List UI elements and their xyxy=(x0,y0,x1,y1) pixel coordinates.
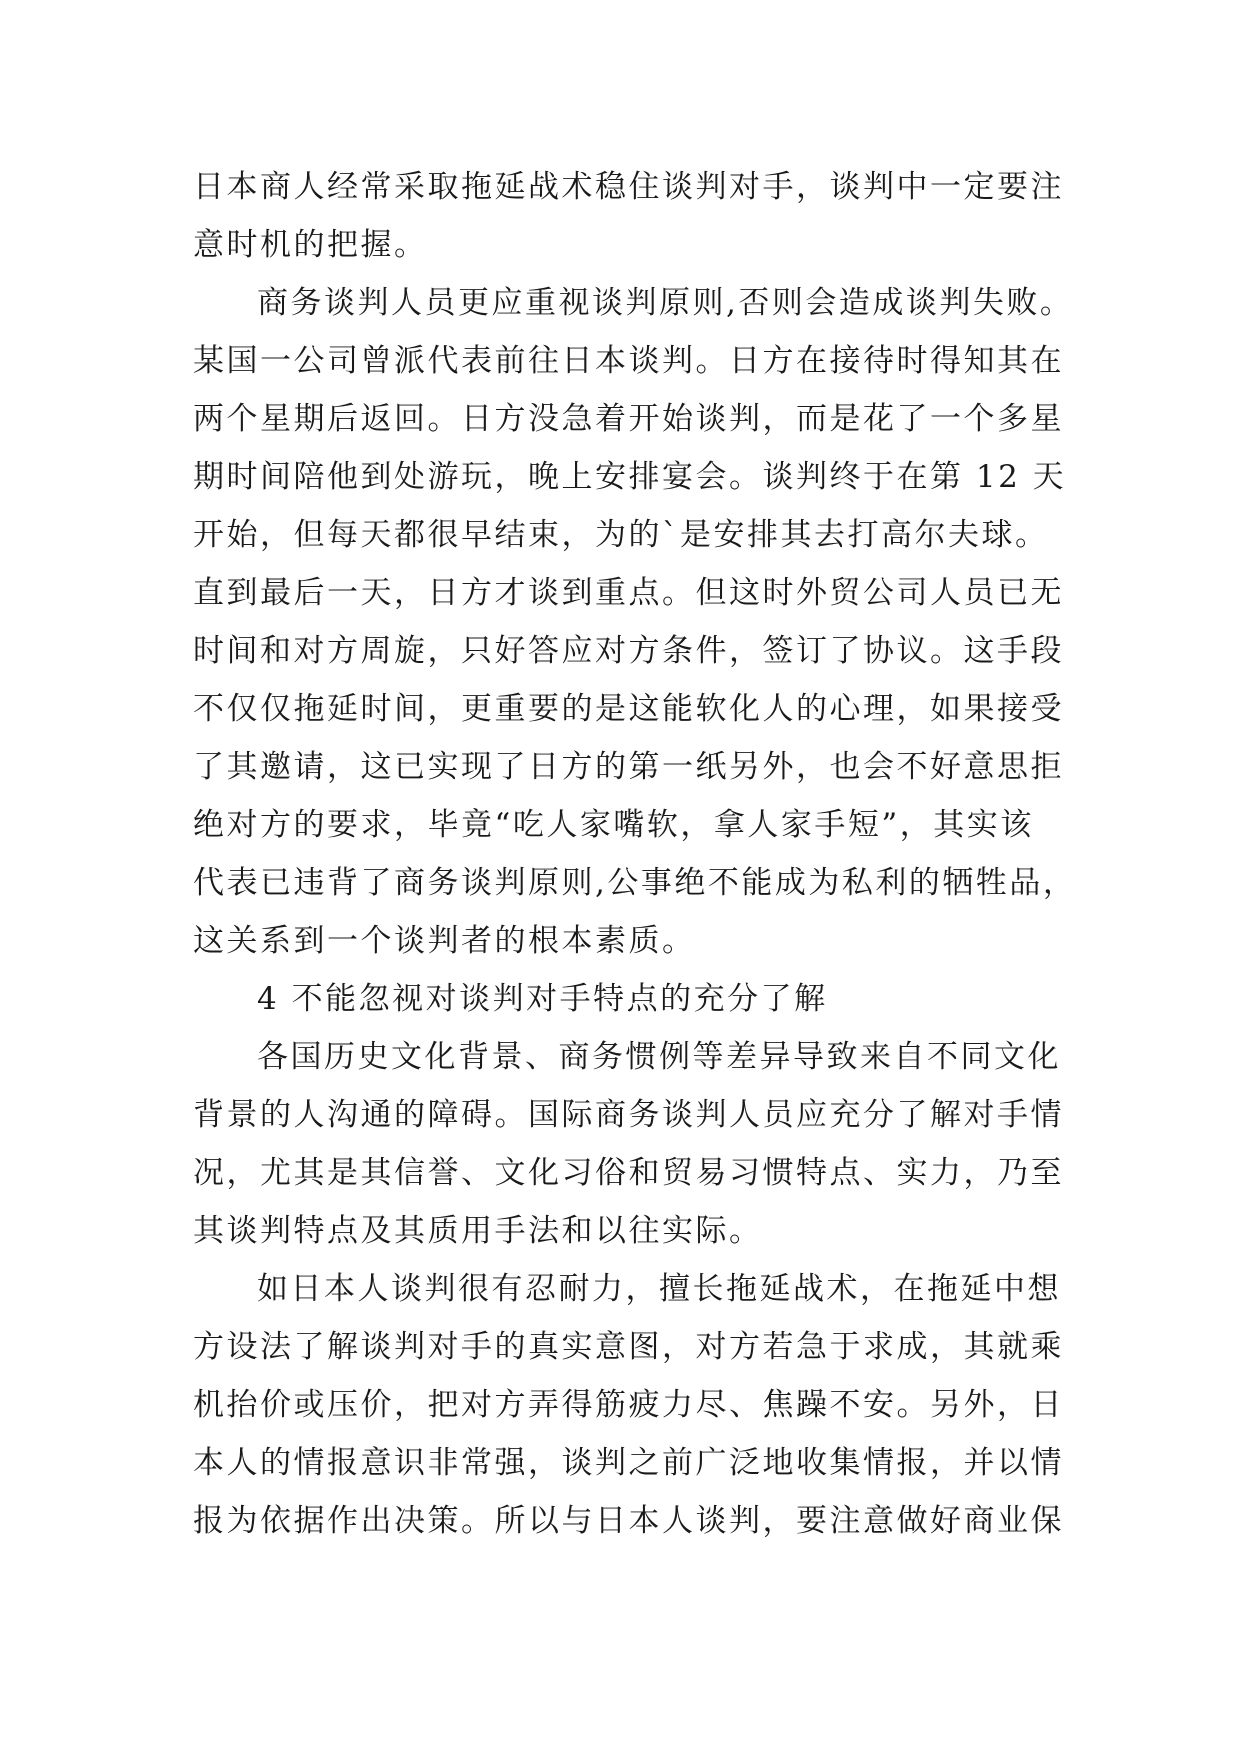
text-line: 意时机的把握。 xyxy=(193,227,428,263)
text-line: 绝对方的要求，毕竟“吃人家嘴软，拿人家手短”，其实该 xyxy=(193,807,1034,843)
text-line: 况，尤其是其信誉、文化习俗和贸易习惯特点、实力，乃至 xyxy=(193,1155,1064,1191)
text-line: 了其邀请，这已实现了日方的第一纸另外，也会不好意思拒 xyxy=(193,749,1064,785)
text-line: 这关系到一个谈判者的根本素质。 xyxy=(193,923,696,959)
text-line: 开始，但每天都很早结束，为的`是安排其去打高尔夫球。 xyxy=(193,517,1049,553)
text-line: 报为依据作出决策。所以与日本人谈判，要注意做好商业保 xyxy=(193,1503,1064,1539)
text-line: 如日本人谈判很有忍耐力，擅长拖延战术，在拖延中想 xyxy=(257,1271,1061,1307)
text-line: 不仅仅拖延时间，更重要的是这能软化人的心理，如果接受 xyxy=(193,691,1064,727)
text-line: 其谈判特点及其质用手法和以往实际。 xyxy=(193,1213,763,1249)
text-line: 代表已违背了商务谈判原则,公事绝不能成为私利的牺牲品， xyxy=(193,865,1077,901)
text-line: 背景的人沟通的障碍。国际商务谈判人员应充分了解对手情 xyxy=(193,1097,1064,1133)
text-line: 日本商人经常采取拖延战术稳住谈判对手，谈判中一定要注 xyxy=(193,169,1064,205)
text-line: 两个星期后返回。日方没急着开始谈判，而是花了一个多星 xyxy=(193,401,1064,437)
text-line: 商务谈判人员更应重视谈判原则,否则会造成谈判失败。 xyxy=(257,285,1074,321)
text-line: 某国一公司曾派代表前往日本谈判。日方在接待时得知其在 xyxy=(193,343,1064,379)
text-line: 方设法了解谈判对手的真实意图，对方若急于求成，其就乘 xyxy=(193,1329,1064,1365)
text-line: 期时间陪他到处游玩，晚上安排宴会。谈判终于在第 12 天 xyxy=(193,459,1067,495)
text-line: 机抬价或压价，把对方弄得筋疲力尽、焦躁不安。另外，日 xyxy=(193,1387,1064,1423)
text-line: 各国历史文化背景、商务惯例等差异导致来自不同文化 xyxy=(257,1039,1061,1075)
document-body xyxy=(193,158,1077,1550)
text-line: 直到最后一天，日方才谈到重点。但这时外贸公司人员已无 xyxy=(193,575,1064,611)
text-line: 本人的情报意识非常强，谈判之前广泛地收集情报，并以情 xyxy=(193,1445,1064,1481)
text-line: 时间和对方周旋，只好答应对方条件，签订了协议。这手段 xyxy=(193,633,1064,669)
text-line: 4 不能忽视对谈判对手特点的充分了解 xyxy=(257,981,828,1017)
